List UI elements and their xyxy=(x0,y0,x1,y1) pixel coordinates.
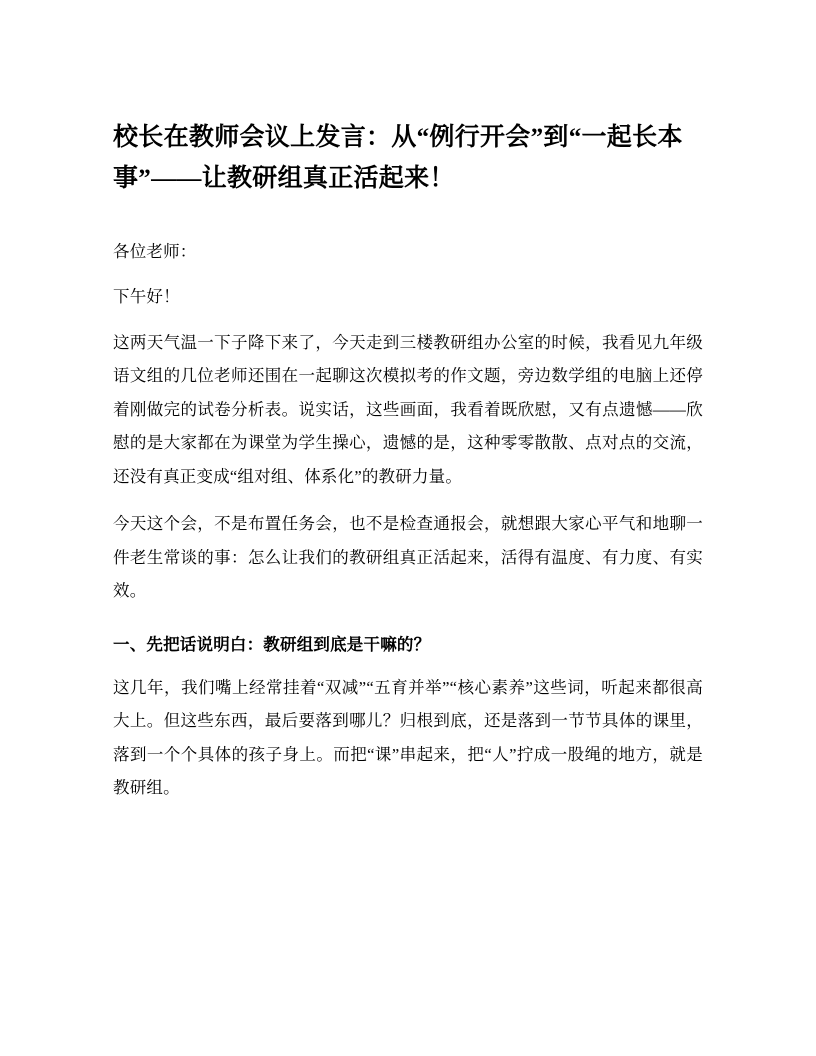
paragraph-meeting-purpose: 今天这个会，不是布置任务会，也不是检查通报会，就想跟大家心平气和地聊一件老生常谈的事：怎么让我们的教研组真正活起来，活得有温度、有力度、有实效。 xyxy=(113,514,703,601)
paragraph-section-one-body: 这几年，我们嘴上经常挂着“双减”“五育并举”“核心素养”这些词，听起来都很高大上。但这些东西，最后要落到哪儿？归根到底，还是落到一节节具体的课里，落到一个个具体的孩子身上。而把“课”串起来，把“人”拧成一股绳的地方，就是教研组。 xyxy=(113,677,703,798)
paragraph-opening-observation: 这两天气温一下子降下来了，今天走到三楼教研组办公室的时候，我看见九年级语文组的几位老师还围在一起聊这次模拟考的作文题，旁边数学组的电脑上还停着刚做完的试卷分析表。说实话，这些画面，我看着既欣慰，又有点遗憾——欣慰的是大家都在为课堂为学生操心，遗憾的是，这种零零散散、点对点的交流，还没有真正变成“组对组、体系化”的教研力量。 xyxy=(113,332,703,486)
paragraph-greeting: 下午好！ xyxy=(113,287,180,307)
section-heading-one: 一、先把话说明白：教研组到底是干嘛的？ xyxy=(113,634,431,654)
page-title: 校长在教师会议上发言：从“例行开会”到“一起长本事”——让教研组真正活起来！ xyxy=(113,124,683,192)
paragraph-salutation: 各位老师： xyxy=(113,242,197,261)
